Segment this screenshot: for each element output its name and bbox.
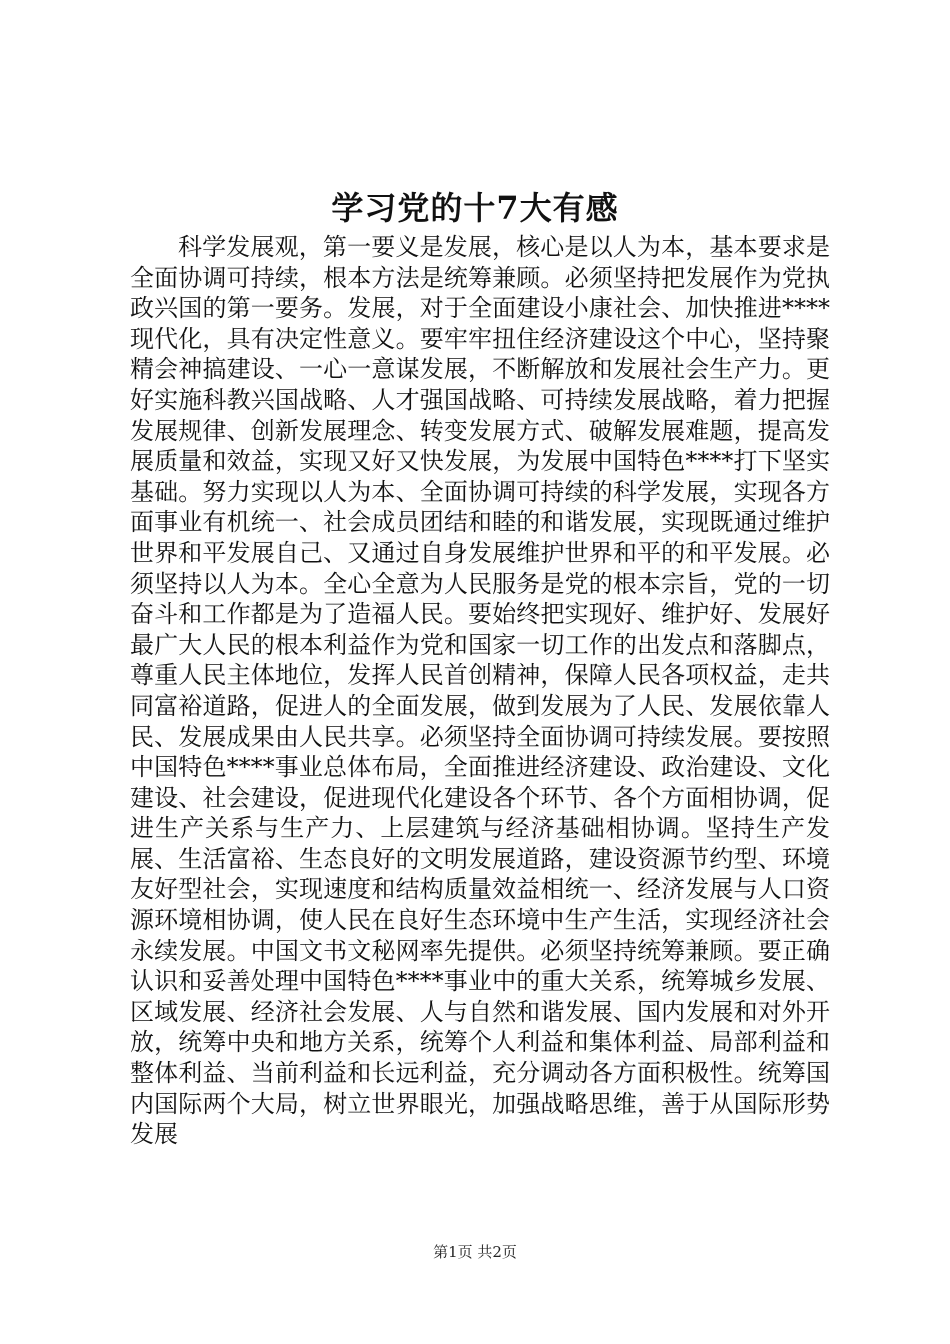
- page-footer: 第1页 共2页: [433, 1243, 517, 1261]
- document-title: 学习党的十7大有感: [331, 189, 619, 227]
- body-paragraph: 科学发展观，第一要义是发展，核心是以人为本，基本要求是全面协调可持续，根本方法是统筹兼顾。必须坚持把发展作为党执政兴国的第一要务。发展，对于全面建设小康社会、加快推进****现代化，具有决定性意义。要牢牢扭住经济建设这个中心，坚持聚精会神搞建设、一心一意谋发展，不断解放和发展社会生产力。更好实施科教兴国战略、人才强国战略、可持续发展战略，着力把握发展规律、创新发展理念、转变发展方式、破解发展难题，提高发展质量和效益，实现又好又快发展，为发展中国特色****打下坚实基础。努力实现以人为本、全面协调可持续的科学发展，实现各方面事业有机统一、社会成员团结和睦的和谐发展，实现既通过维护世界和平发展自己、又通过自身发展维护世界和平的和平发展。必须坚持以人为本。全心全意为人民服务是党的根本宗旨，党的一切奋斗和工作都是为了造福人民。要始终把实现好、维护好、发展好最广大人民的根本利益作为党和国家一切工作的出发点和落脚点，尊重人民主体地位，发挥人民首创精神，保障人民各项权益，走共同富裕道路，促进人的全面发展，做到发展为了人民、发展依靠人民、发展成果由人民共享。必须坚持全面协调可持续发展。要按照中国特色****事业总体布局，全面推进经济建设、政治建设、文化建设、社会建设，促进现代化建设各个环节、各个方面相协调，促进生产关系与生产力、上层建筑与经济基础相协调。坚持生产发展、生活富裕、生态良好的文明发展道路，建设资源节约型、环境友好型社会，实现速度和结构质量效益相统一、经济发展与人口资源环境相协调，使人民在良好生态环境中生产生活，实现经济社会永续发展。中国文书文秘网率先提供。必须坚持统筹兼顾。要正确认识和妥善处理中国特色****事业中的重大关系，统筹城乡发展、区域发展、经济社会发展、人与自然和谐发展、国内发展和对外开放，统筹中央和地方关系，统筹个人利益和集体利益、局部利益和整体利益、当前利益和长远利益，充分调动各方面积极性。统筹国内国际两个大局，树立世界眼光，加强战略思维，善于从国际形势发展: [130, 233, 830, 1149]
